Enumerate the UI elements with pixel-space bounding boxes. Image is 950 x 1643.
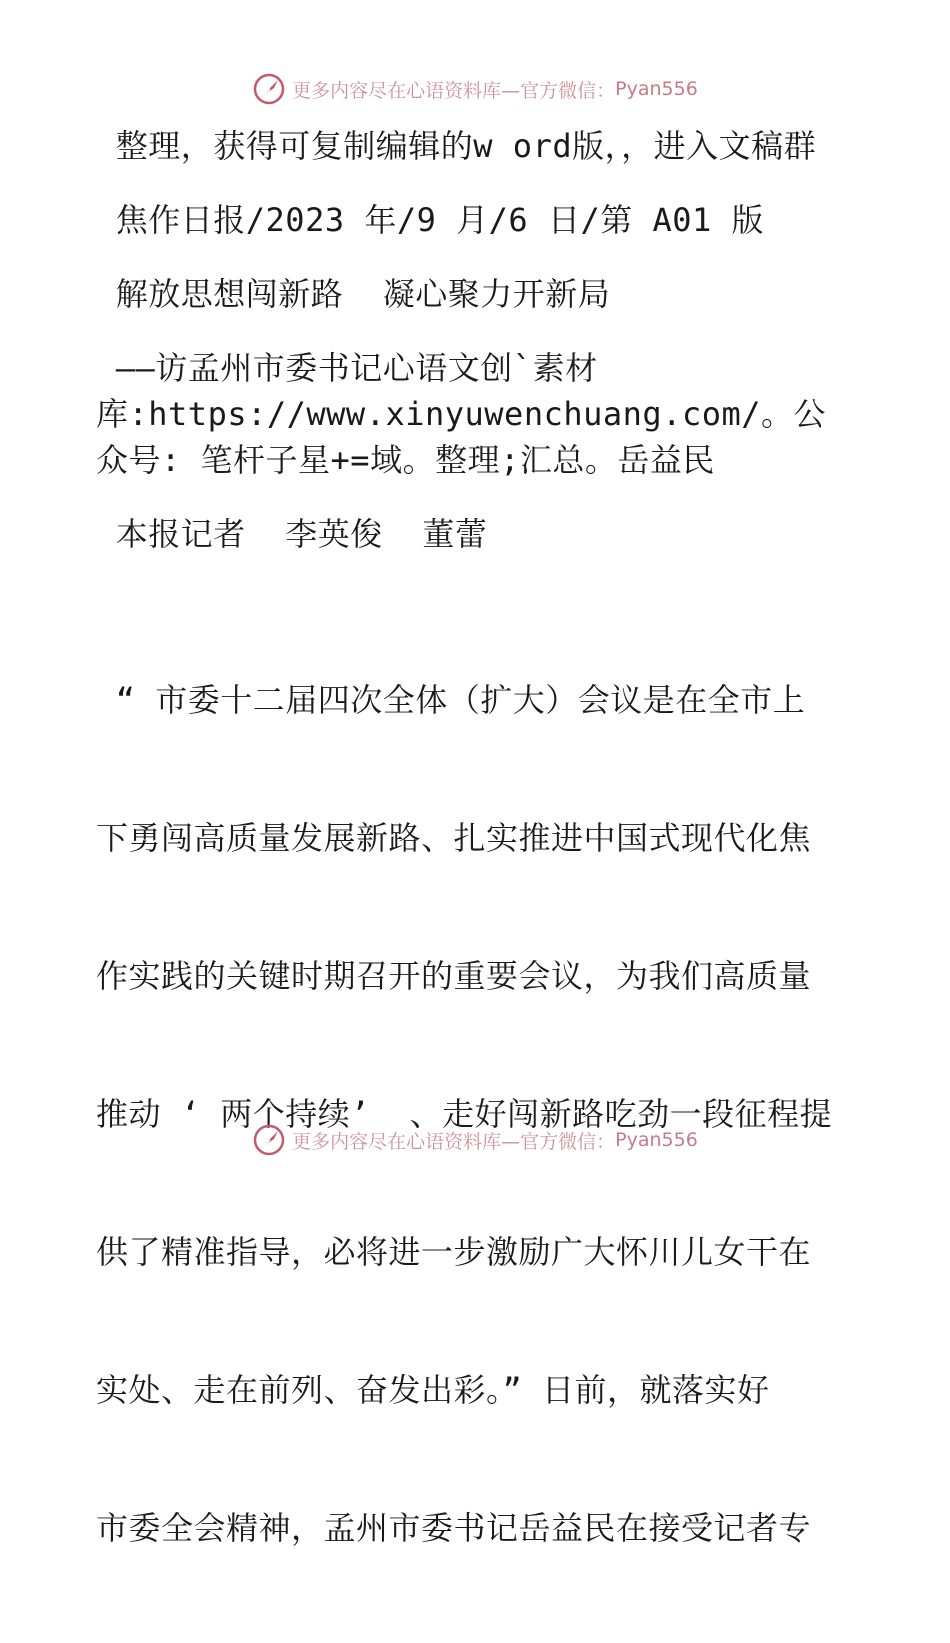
- article-subtitle: ——访孟州市委书记心语文创`素材库:https://www.xinyuwenchuang.com/。公众号: 笔杆子星+=域。整理;汇总。岳益民: [96, 349, 827, 479]
- body-line: 市委全会精神，孟州市委书记岳益民在接受记者专: [96, 1509, 812, 1547]
- quill-logo-icon: [252, 1123, 286, 1157]
- watermark-footer: [0, 1123, 950, 1157]
- source-line: 焦作日报/2023 年/9 月/6 日/第 A01 版: [96, 201, 765, 239]
- article-body: [96, 585, 856, 1643]
- watermark-text: 更多内容尽在心语资料库—官方微信：: [292, 1130, 616, 1153]
- body-line: “ 市委十二届四次全体（扩大）会议是在全市上: [96, 681, 806, 719]
- body-line: 供了精准指导，必将进一步激励广大怀川儿女干在: [96, 1233, 812, 1271]
- byline: 本报记者 李英俊 董蕾: [96, 515, 488, 553]
- article-title: 解放思想闯新路 凝心聚力开新局: [96, 275, 611, 313]
- quill-logo-icon: [252, 72, 286, 106]
- note-paragraph: 整理，获得可复制编辑的w ord版，，进入文稿群: [96, 127, 817, 165]
- body-line: 推动 ‘ 两个持续’ 、走好闯新路吃劲一段征程提: [96, 1095, 833, 1133]
- watermark-header: [0, 72, 950, 106]
- body-line: 实处、走在前列、奋发出彩。” 日前，就落实好: [96, 1371, 770, 1409]
- watermark-wechat-id: Pyan556: [615, 1129, 698, 1151]
- watermark-text: 更多内容尽在心语资料库—官方微信：: [292, 79, 616, 102]
- body-line: 作实践的关键时期召开的重要会议，为我们高质量: [96, 957, 812, 995]
- body-line: 下勇闯高质量发展新路、扎实推进中国式现代化焦: [96, 819, 812, 857]
- document-body: [96, 123, 856, 1643]
- watermark-wechat-id: Pyan556: [615, 78, 698, 100]
